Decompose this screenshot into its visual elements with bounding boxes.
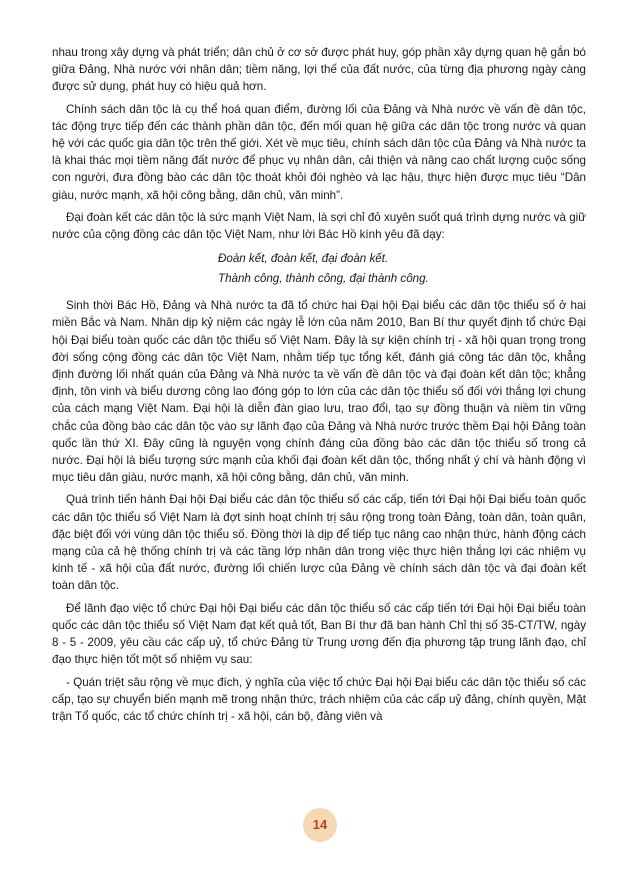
paragraph-congress-process: Quá trình tiến hành Đại hội Đại biểu các dân tộc thiểu số các cấp, tiến tới Đại hội Đại biểu toàn quốc các dân tộc thiểu số Việt Nam là đợt sinh hoạt chính trị sâu rộng trong toàn Đảng, toàn dân, toàn quân, đặc biệt đối với vùng dân tộc thiểu số. Đồng thời là dịp để tiếp tục nâng cao nhận thức, hành động cách mạng của cả hệ thống chính trị và các tầng lớp nhân dân trong việc thực hiện thắng lợi các nhiệm vụ kinh tế - xã hội của đất nước, đường lối chiến lược của Đảng về chính sách dân tộc và đại đoàn kết toàn dân tộc.	[52, 493, 586, 593]
paragraph-continuation: nhau trong xây dựng và phát triển; dân chủ ở cơ sở được phát huy, góp phần xây dựng quan hệ gắn bó giữa Đảng, Nhà nước với nhân dân; tiềm năng, lợi thế của đất nước, của từng địa phương ngày càng được sử dụng, phát huy có hiệu quả hơn.	[52, 46, 586, 94]
paragraph-task-list-item: - Quán triệt sâu rộng về mục đích, ý nghĩa của việc tổ chức Đại hội Đại biểu các dân tộc thiểu số các cấp, tạo sự chuyển biến mạnh mẽ trong nhận thức, trách nhiệm của các cấp uỷ đảng, chính quyền, Mặt trận Tổ quốc, các tổ chức chính trị - xã hội, cán bộ, đảng viên và	[52, 675, 586, 723]
page-body	[52, 44, 586, 730]
paragraph-great-unity: Đại đoàn kết các dân tộc là sức mạnh Việt Nam, là sợi chỉ đỏ xuyên suốt quá trình dựng nước và giữ nước của cộng đồng các dân tộc Việt Nam, như lời Bác Hồ kính yêu đã dạy:	[52, 210, 586, 242]
quote-line: Đoàn kết, đoàn kết, đại đoàn kết.	[218, 252, 389, 266]
page-number-badge: 14	[303, 808, 337, 842]
paragraph-ethnic-policy: Chính sách dân tộc là cụ thể hoá quan điểm, đường lối của Đảng và Nhà nước về vấn đề dân tộc, tác động trực tiếp đến các thành phần dân tộc, đến mối quan hệ giữa các dân tộc trong nước và quan hệ với các quốc gia dân tộc trên thế giới. Xét về mục tiêu, chính sách dân tộc của Đảng và Nhà nước ta là khai thác mọi tiềm năng đất nước để phục vụ nhân dân, cải thiện và nâng cao chất lượng cuộc sống con người, đưa đồng bào các dân tộc thoát khỏi đói nghèo và lạc hậu, thực hiện được mục tiêu “Dân giàu, nước mạnh, xã hội công bằng, dân chủ, văn minh”.	[52, 102, 586, 202]
paragraph-directive: Để lãnh đạo việc tổ chức Đại hội Đại biểu các dân tộc thiểu số các cấp tiến tới Đại hội Đại biểu toàn quốc các dân tộc thiểu số Việt Nam đạt kết quả tốt, Ban Bí thư đã ban hành Chỉ thị số 35-CT/TW, ngày 8 - 5 - 2009, yêu cầu các cấp uỷ, tổ chức Đảng từ Trung ương đến địa phương tập trung lãnh đạo, chỉ đạo thực hiện tốt một số nhiệm vụ sau:	[52, 601, 586, 667]
quote-block	[52, 249, 586, 289]
quote-line: Thành công, thành công, đại thành công.	[218, 272, 429, 286]
paragraph-congress-history: Sinh thời Bác Hồ, Đảng và Nhà nước ta đã tổ chức hai Đại hội Đại biểu các dân tộc thiểu số ở hai miền Bắc và Nam. Nhân dịp kỷ niệm các ngày lễ lớn của năm 2010, Ban Bí thư quyết định tổ chức Đại hội Đại biểu toàn quốc các dân tộc thiểu số Việt Nam. Đây là sự kiện chính trị - xã hội quan trọng trong đời sống cộng đồng các dân tộc Việt Nam, nhằm tiếp tục tổng kết, đánh giá công tác dân tộc, khẳng định đường lối nhất quán của Đảng và Nhà nước ta về vấn đề dân tộc và đại đoàn kết dân tộc; khẳng định, tôn vinh và biểu dương công lao đóng góp to lớn của các dân tộc thiểu số đối với thắng lợi chung của cách mạng Việt Nam. Đại hội là diễn đàn giao lưu, trao đổi, tạo sự đồng thuận và niềm tin vững chắc của đồng bào các dân tộc vào sự lãnh đạo của Đảng và Nhà nước trước thềm Đại hội Đảng toàn quốc lần thứ XI. Đây cũng là nguyện vọng chính đáng của đồng bào các dân tộc thiểu số trong cả nước. Đại hội là biểu tượng sức mạnh của khối đại đoàn kết dân tộc, thống nhất ý chí và hành động vì mục tiêu dân giàu, nước mạnh, xã hội công bằng, dân chủ, văn minh.	[52, 299, 586, 485]
